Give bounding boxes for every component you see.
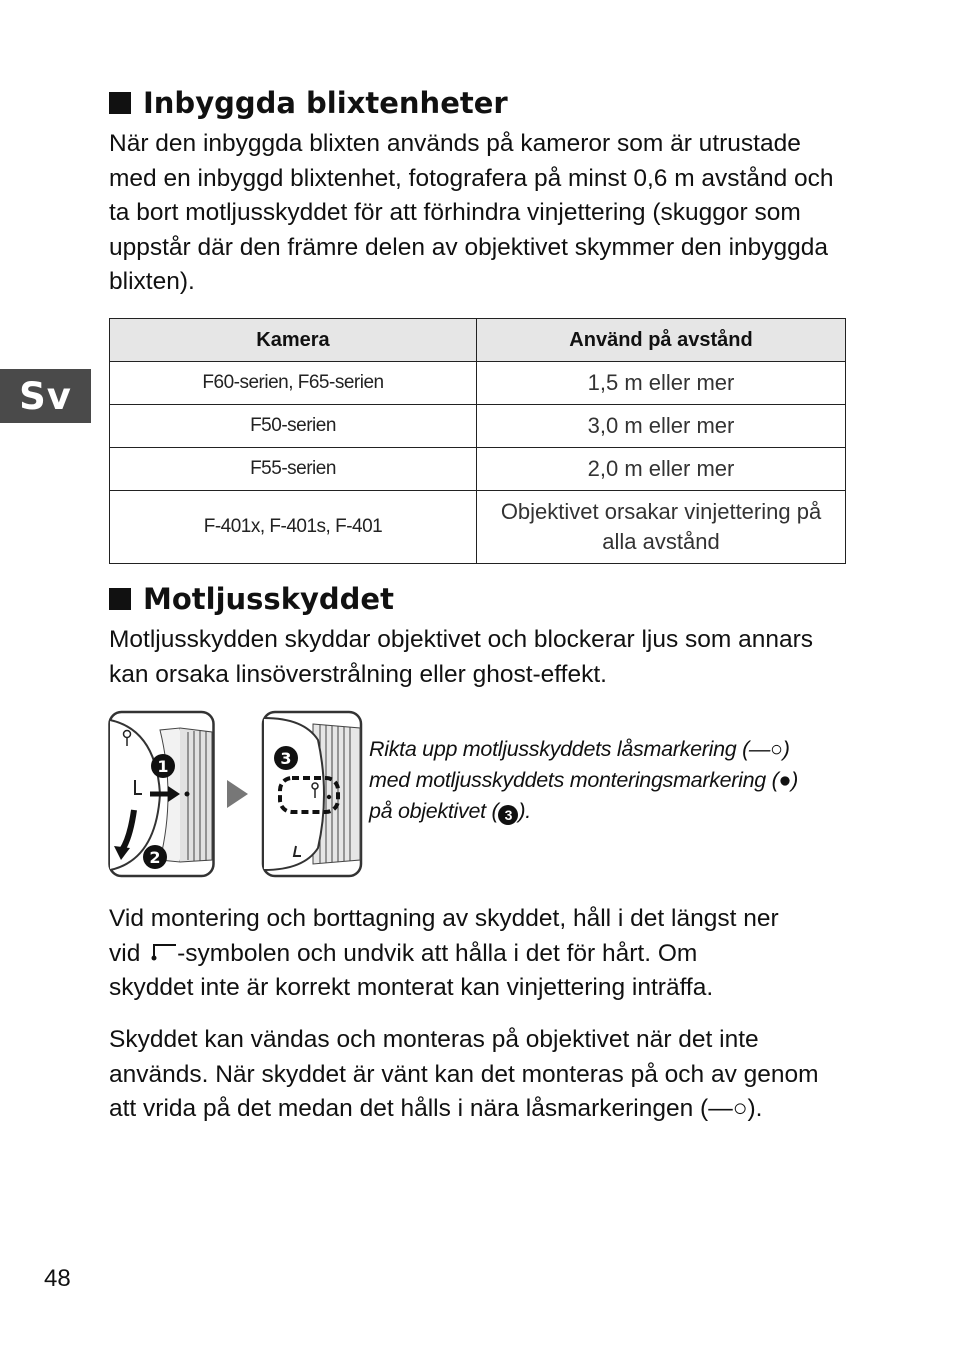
figure-caption: [369, 734, 849, 827]
language-tab: Sv: [0, 369, 91, 423]
text-line: Vid montering och borttagning av skyddet, håll i det längst ner: [109, 905, 779, 932]
hood-paragraph: Motljusskydden skyddar objektivet och blockerar ljus som annars kan orsaka linsöverstrålning eller ghost-effekt.: [109, 626, 814, 688]
step-number-3: 3: [280, 749, 292, 768]
step-number-3-inline: 3: [498, 805, 518, 825]
table-row: [110, 405, 846, 448]
next-step-arrow-icon: [227, 780, 248, 808]
reverse-mount-paragraph: Skyddet kan vändas och monteras på objektivet när det inte används. När skyddet är vänt kan det monteras på och av genom att vrida på det medan det hålls i nära låsmarkeringen (—○).: [109, 1026, 819, 1122]
table-cell-camera: F50-serien: [110, 405, 477, 448]
table-cell-distance: 3,0 m eller mer: [477, 405, 846, 448]
table-cell-distance: Objektivet orsakar vinjettering på alla avstånd: [477, 491, 846, 564]
text-line: vid: [109, 939, 148, 967]
table-cell-camera: F55-serien: [110, 448, 477, 491]
caption-line: Rikta upp motljusskyddets låsmarkering (—○): [369, 737, 790, 761]
step-number-2: 2: [149, 848, 161, 867]
caption-line: på objektivet (: [369, 799, 499, 823]
table-cell-camera: F60-serien, F65-serien: [110, 362, 477, 405]
page-number: 48: [44, 1265, 71, 1292]
square-bullet-icon: [109, 92, 131, 114]
caption-line: ).: [518, 799, 531, 823]
flash-paragraph: När den inbyggda blixten används på kameror som är utrustade med en inbyggd blixtenhet, fotografera på minst 0,6 m avstånd och ta bort motljusskyddet för att förhindra vinjettering (skuggor som uppstår där den främre delen av objektivet skymmer den inbyggda blixten).: [109, 130, 834, 295]
section-heading-text: Motljusskyddet: [143, 582, 394, 616]
section-heading-lens-hood: [109, 582, 394, 616]
square-bullet-icon: [109, 588, 131, 610]
text-line: -symbolen och undvik att hålla i det för hårt. Om: [177, 939, 698, 967]
text-line: skyddet inte är korrekt monterat kan vinjettering inträffa.: [109, 974, 714, 1001]
table-cell-distance: 1,5 m eller mer: [477, 362, 846, 405]
hood-attach-illustration: [108, 710, 366, 885]
table-header-distance: Använd på avstånd: [477, 319, 846, 362]
table-cell-camera: F-401x, F-401s, F-401: [110, 491, 477, 564]
table-row: [110, 448, 846, 491]
table-row: [110, 491, 846, 564]
step-number-1: 1: [157, 757, 169, 776]
table-row: [110, 362, 846, 405]
section-heading-built-in-flash: [109, 86, 508, 120]
handling-paragraph: [109, 902, 849, 1006]
table-header-camera: Kamera: [110, 319, 477, 362]
table-cell-distance: 2,0 m eller mer: [477, 448, 846, 491]
camera-distance-table: [109, 318, 846, 564]
caption-line: med motljusskyddets monteringsmarkering (●): [369, 768, 799, 792]
lens-hood-diagram: [108, 710, 366, 880]
mount-mark-icon: [147, 940, 177, 964]
section-heading-text: Inbyggda blixtenheter: [143, 86, 508, 120]
